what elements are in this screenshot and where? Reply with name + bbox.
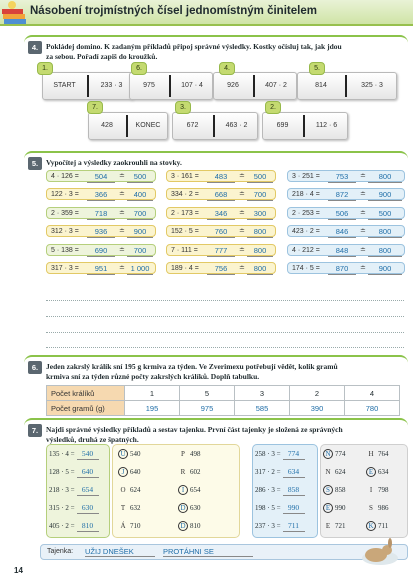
rounding-row (166, 225, 276, 237)
example-text: 317 · 3 = (51, 265, 79, 272)
result-answer[interactable]: 711 (283, 521, 305, 532)
example-line (255, 484, 305, 496)
domino-left-value: 699 (276, 122, 289, 129)
domino-divider (253, 75, 255, 97)
example-line (255, 466, 305, 478)
example-line (49, 502, 99, 514)
option-letter[interactable]: R (180, 468, 186, 476)
domino-divider (169, 75, 171, 97)
result-answer[interactable]: 504 (87, 171, 115, 183)
result-answer[interactable]: 654 (77, 485, 99, 496)
rounding-row (46, 170, 156, 182)
rounded-answer[interactable]: 700 (127, 208, 153, 220)
answer-option[interactable] (118, 448, 141, 460)
example-text: 4 · 126 = (51, 173, 79, 180)
rounding-row (166, 244, 276, 256)
example-text: 423 · 2 = (292, 228, 320, 235)
option-letter[interactable]: Á (120, 522, 126, 530)
approx-sign: ≐ (360, 265, 366, 272)
result-answer[interactable]: 634 (283, 467, 305, 478)
option-number: 711 (378, 522, 389, 530)
result-answer[interactable]: 506 (328, 208, 356, 220)
rounding-row (287, 244, 405, 256)
result-answer[interactable]: 870 (328, 263, 356, 275)
circled-letter[interactable]: S (323, 485, 333, 495)
approx-sign: ≐ (119, 228, 125, 235)
rounding-row (46, 244, 156, 256)
writing-line[interactable] (46, 316, 404, 317)
writing-line[interactable] (46, 300, 404, 301)
approx-sign: ≐ (239, 210, 245, 217)
approx-sign: ≐ (239, 265, 245, 272)
answer-option[interactable] (118, 466, 141, 478)
option-number: 602 (190, 468, 201, 476)
answer-cell[interactable]: 195 (125, 401, 180, 416)
domino-right-value: 107 · 4 (181, 82, 203, 89)
option-letter[interactable]: I (369, 486, 373, 494)
rounded-answer[interactable]: 800 (247, 245, 273, 257)
rounded-answer[interactable]: 700 (247, 189, 273, 201)
table-cell: 2 (290, 386, 345, 401)
answer-option[interactable] (323, 484, 346, 496)
domino-left-value: 975 (143, 82, 155, 89)
result-answer[interactable]: 690 (87, 245, 115, 257)
result-answer[interactable]: 774 (283, 449, 305, 460)
tajenka-part-1[interactable]: UŽIJ DNEŠEK (85, 547, 155, 557)
example-text: 7 · 111 = (171, 247, 198, 254)
order-circle[interactable]: 1. (37, 62, 53, 75)
rounded-answer[interactable]: 400 (127, 189, 153, 201)
domino-divider (303, 115, 305, 137)
page-title: Násobení trojmístných čísel jednomístným činitelem (30, 5, 317, 17)
option-number: 624 (130, 486, 141, 494)
circled-letter[interactable]: J (118, 467, 128, 477)
page-number: 14 (14, 566, 23, 575)
domino-divider (126, 115, 128, 137)
option-letter[interactable]: N (325, 468, 331, 476)
rounding-row (166, 262, 276, 274)
option-number: 632 (130, 504, 141, 512)
result-answer[interactable]: 990 (283, 503, 305, 514)
result-answer[interactable]: 668 (207, 189, 235, 201)
domino-right-value: 463 · 2 (225, 122, 248, 129)
example-text: 174 · 5 = (292, 265, 320, 272)
order-circle[interactable]: 2. (265, 101, 281, 114)
rounded-answer[interactable]: 700 (127, 245, 153, 257)
approx-sign: ≐ (119, 265, 125, 272)
domino-right-value: KONEC (135, 122, 161, 129)
option-number: 624 (335, 468, 346, 476)
example-text: 258 · 3 = (255, 450, 281, 458)
result-answer[interactable]: 753 (328, 171, 356, 183)
rounded-answer[interactable]: 800 (247, 263, 273, 275)
domino-left-value: START (53, 82, 76, 89)
order-circle[interactable]: 4. (219, 62, 235, 75)
rounding-row (46, 262, 156, 274)
task-text-line-2: výsledků, druhá ze špatných. (46, 435, 139, 444)
order-circle[interactable]: 7. (87, 101, 103, 114)
example-text: 189 · 4 = (171, 265, 199, 272)
answer-option[interactable] (366, 520, 388, 532)
approx-sign: ≐ (119, 173, 125, 180)
rounded-answer[interactable]: 800 (368, 226, 402, 238)
option-letter[interactable]: H (368, 450, 374, 458)
answer-cell[interactable]: 780 (345, 401, 400, 416)
table-cell: 5 (180, 386, 235, 401)
task-text-line-2: za sebou. Pořadí zapiš do kroužků. (46, 52, 158, 61)
task-text-line-1: Najdi správné výsledky příkladů a sestav tajenku. První část tajenky je složená ze správných (46, 425, 343, 434)
approx-sign: ≐ (119, 247, 125, 254)
result-answer[interactable]: 777 (207, 245, 235, 257)
example-text: 3 · 161 = (171, 173, 199, 180)
answer-option[interactable] (118, 502, 141, 514)
example-text: 122 · 3 = (51, 191, 79, 198)
option-letter[interactable]: S (369, 504, 373, 512)
task-number: 5. (28, 157, 42, 170)
rounded-answer[interactable]: 900 (127, 226, 153, 238)
table-cell: 1 (125, 386, 180, 401)
approx-sign: ≐ (360, 173, 366, 180)
order-circle[interactable]: 5. (309, 62, 325, 75)
approx-sign: ≐ (360, 228, 366, 235)
option-letter[interactable]: P (181, 450, 185, 458)
order-circle[interactable]: 3. (175, 101, 191, 114)
example-text: 135 · 4 = (49, 450, 75, 458)
task-text-line-1: Jeden zakrslý králík sní 195 g krmiva za týden. Ve Zverimexu potřebují vědět, kolik gramů (46, 362, 338, 371)
option-number: 798 (378, 486, 389, 494)
row-label-grams: Počet gramů (g) (47, 401, 125, 416)
example-line (49, 448, 99, 460)
option-letter[interactable]: T (120, 504, 126, 512)
answer-option[interactable] (366, 448, 389, 460)
result-answer[interactable]: 640 (77, 467, 99, 478)
domino-divider (345, 75, 347, 97)
task-text: Vypočítej a výsledky zaokrouhli na stovky. (46, 158, 182, 167)
approx-sign: ≐ (119, 191, 125, 198)
option-number: 764 (378, 450, 389, 458)
domino-tile[interactable] (88, 112, 168, 140)
circled-letter[interactable]: U (118, 449, 128, 459)
task-number: 6. (28, 361, 42, 374)
example-text: 2 · 253 = (292, 210, 320, 217)
task-number: 7. (28, 424, 42, 437)
approx-sign: ≐ (360, 247, 366, 254)
table-cell: 3 (235, 386, 290, 401)
domino-tile[interactable] (42, 72, 134, 100)
option-number: 710 (130, 522, 141, 530)
writing-line[interactable] (46, 332, 404, 333)
example-line (255, 502, 305, 514)
domino-tile[interactable] (213, 72, 297, 100)
rounded-answer[interactable]: 800 (247, 226, 273, 238)
rounding-row (287, 170, 405, 182)
domino-left-value: 814 (315, 82, 327, 89)
answer-option[interactable] (366, 484, 389, 496)
domino-tile[interactable] (297, 72, 397, 100)
result-answer[interactable]: 630 (77, 503, 99, 514)
answer-option[interactable] (178, 466, 201, 478)
answer-option[interactable] (323, 448, 346, 460)
option-number: 654 (190, 486, 201, 494)
circled-letter[interactable]: I (178, 485, 188, 495)
rounded-answer[interactable]: 900 (368, 189, 402, 201)
approx-sign: ≐ (239, 247, 245, 254)
result-answer[interactable]: 760 (207, 226, 235, 238)
option-number: 810 (190, 522, 201, 530)
domino-divider (87, 75, 89, 97)
result-answer[interactable]: 848 (328, 245, 356, 257)
answer-option[interactable] (323, 520, 346, 532)
domino-left-value: 672 (186, 122, 199, 129)
example-text: 152 · 5 = (171, 228, 199, 235)
rounding-row (287, 225, 405, 237)
option-number: 540 (130, 450, 141, 458)
option-number: 634 (378, 468, 389, 476)
tajenka-label: Tajenka: (47, 548, 74, 555)
domino-right-value: 112 · 6 (315, 122, 338, 129)
result-answer[interactable]: 858 (283, 485, 305, 496)
answer-option[interactable] (118, 520, 141, 532)
option-letter[interactable]: O (120, 486, 126, 494)
answer-option[interactable] (118, 484, 141, 496)
table-row (47, 401, 400, 416)
rounding-row (166, 188, 276, 200)
example-text: 3 · 251 = (292, 173, 320, 180)
domino-left-value: 926 (227, 82, 239, 89)
domino-tile[interactable] (172, 112, 258, 140)
rounded-answer[interactable]: 500 (368, 208, 402, 220)
rounding-row (46, 207, 156, 219)
result-answer[interactable]: 872 (328, 189, 356, 201)
task-number: 4. (28, 41, 42, 54)
option-number: 990 (335, 504, 346, 512)
result-answer[interactable]: 346 (207, 208, 235, 220)
rounded-answer[interactable]: 500 (247, 171, 273, 183)
answer-option[interactable] (178, 484, 201, 496)
option-number: 721 (335, 522, 346, 530)
circled-letter[interactable]: D (178, 503, 188, 513)
approx-sign: ≐ (119, 210, 125, 217)
order-circle[interactable]: 6. (131, 62, 147, 75)
result-answer[interactable]: 936 (87, 226, 115, 238)
rounding-row (287, 188, 405, 200)
rounded-answer[interactable]: 300 (247, 208, 273, 220)
result-answer[interactable]: 483 (207, 171, 235, 183)
tajenka-part-2[interactable]: PROTÁHNI SE (163, 547, 253, 557)
domino-left-value: 428 (101, 122, 113, 129)
circled-letter[interactable]: K (366, 521, 376, 531)
example-text: 2 · 173 = (171, 210, 199, 217)
rounding-row (46, 188, 156, 200)
example-line (255, 448, 305, 460)
option-number: 858 (335, 486, 346, 494)
example-text: 2 · 359 = (51, 210, 79, 217)
rounding-row (166, 207, 276, 219)
example-text: 198 · 5 = (255, 504, 281, 512)
result-answer[interactable]: 756 (207, 263, 235, 275)
option-number: 774 (335, 450, 346, 458)
rounding-row (287, 262, 405, 274)
answer-option[interactable] (366, 466, 389, 478)
writing-line[interactable] (46, 347, 404, 348)
answer-option[interactable] (323, 502, 346, 514)
domino-tile[interactable] (129, 72, 213, 100)
option-number: 640 (130, 468, 141, 476)
result-answer[interactable]: 718 (87, 208, 115, 220)
example-line (49, 484, 99, 496)
answer-cell[interactable]: 585 (235, 401, 290, 416)
rabbit-illustration (346, 538, 408, 566)
result-answer[interactable]: 846 (328, 226, 356, 238)
table-row (47, 386, 400, 401)
rounded-answer[interactable]: 800 (368, 245, 402, 257)
example-text: 317 · 2 = (255, 468, 281, 476)
option-number: 498 (190, 450, 201, 458)
example-text: 315 · 2 = (49, 504, 75, 512)
answer-cell[interactable]: 975 (180, 401, 235, 416)
circled-letter[interactable]: E (366, 467, 376, 477)
approx-sign: ≐ (360, 210, 366, 217)
example-text: 312 · 3 = (51, 228, 79, 235)
result-answer[interactable]: 951 (87, 263, 115, 275)
example-line (255, 520, 305, 532)
example-line (49, 466, 99, 478)
approx-sign: ≐ (239, 191, 245, 198)
answer-option[interactable] (178, 502, 201, 514)
example-text: 4 · 212 = (292, 247, 320, 254)
domino-tile[interactable] (262, 112, 348, 140)
domino-divider (213, 115, 215, 137)
example-line (49, 520, 99, 532)
example-text: 334 · 2 = (171, 191, 199, 198)
answer-cell[interactable]: 390 (290, 401, 345, 416)
rounding-row (287, 207, 405, 219)
result-answer[interactable]: 540 (77, 449, 99, 460)
row-label-rabbits: Počet králíků (47, 386, 125, 401)
rounded-answer[interactable]: 900 (368, 263, 402, 275)
book-stack-logo (0, 0, 30, 30)
circled-letter[interactable]: E (323, 503, 333, 513)
answer-option[interactable] (323, 466, 346, 478)
domino-right-value: 407 · 2 (265, 82, 287, 89)
rounding-row (46, 225, 156, 237)
rounded-answer[interactable]: 800 (368, 171, 402, 183)
example-text: 405 · 2 = (49, 522, 75, 530)
circled-letter[interactable]: N (323, 449, 333, 459)
example-text: 237 · 3 = (255, 522, 281, 530)
approx-sign: ≐ (239, 173, 245, 180)
answer-option[interactable] (178, 520, 201, 532)
answer-option[interactable] (366, 502, 389, 514)
circled-letter[interactable]: D (178, 521, 188, 531)
example-text: 218 · 4 = (292, 191, 320, 198)
task-text-line-2: krmiva sní za týden různé počty zakrslých králíků. Doplň tabulku. (46, 372, 260, 381)
rounded-answer[interactable]: 500 (127, 171, 153, 183)
task-text-line-1: Pokládej domino. K zadaným příkladů připoj správné výsledky. Kostky očísluj tak, jak jdou (46, 42, 342, 51)
option-number: 986 (378, 504, 389, 512)
rabbit-food-table (46, 385, 400, 416)
answer-option[interactable] (178, 448, 201, 460)
option-letter[interactable]: E (325, 522, 331, 530)
example-text: 5 · 138 = (51, 247, 79, 254)
rounded-answer[interactable]: 1 000 (127, 263, 153, 275)
result-answer[interactable]: 810 (77, 521, 99, 532)
option-number: 630 (190, 504, 201, 512)
domino-right-value: 233 · 3 (100, 82, 123, 89)
example-text: 218 · 3 = (49, 486, 75, 494)
example-text: 128 · 5 = (49, 468, 75, 476)
result-answer[interactable]: 366 (87, 189, 115, 201)
rounding-row (166, 170, 276, 182)
domino-right-value: 325 · 3 (361, 82, 383, 89)
example-text: 286 · 3 = (255, 486, 281, 494)
approx-sign: ≐ (239, 228, 245, 235)
approx-sign: ≐ (360, 191, 366, 198)
table-cell: 4 (345, 386, 400, 401)
